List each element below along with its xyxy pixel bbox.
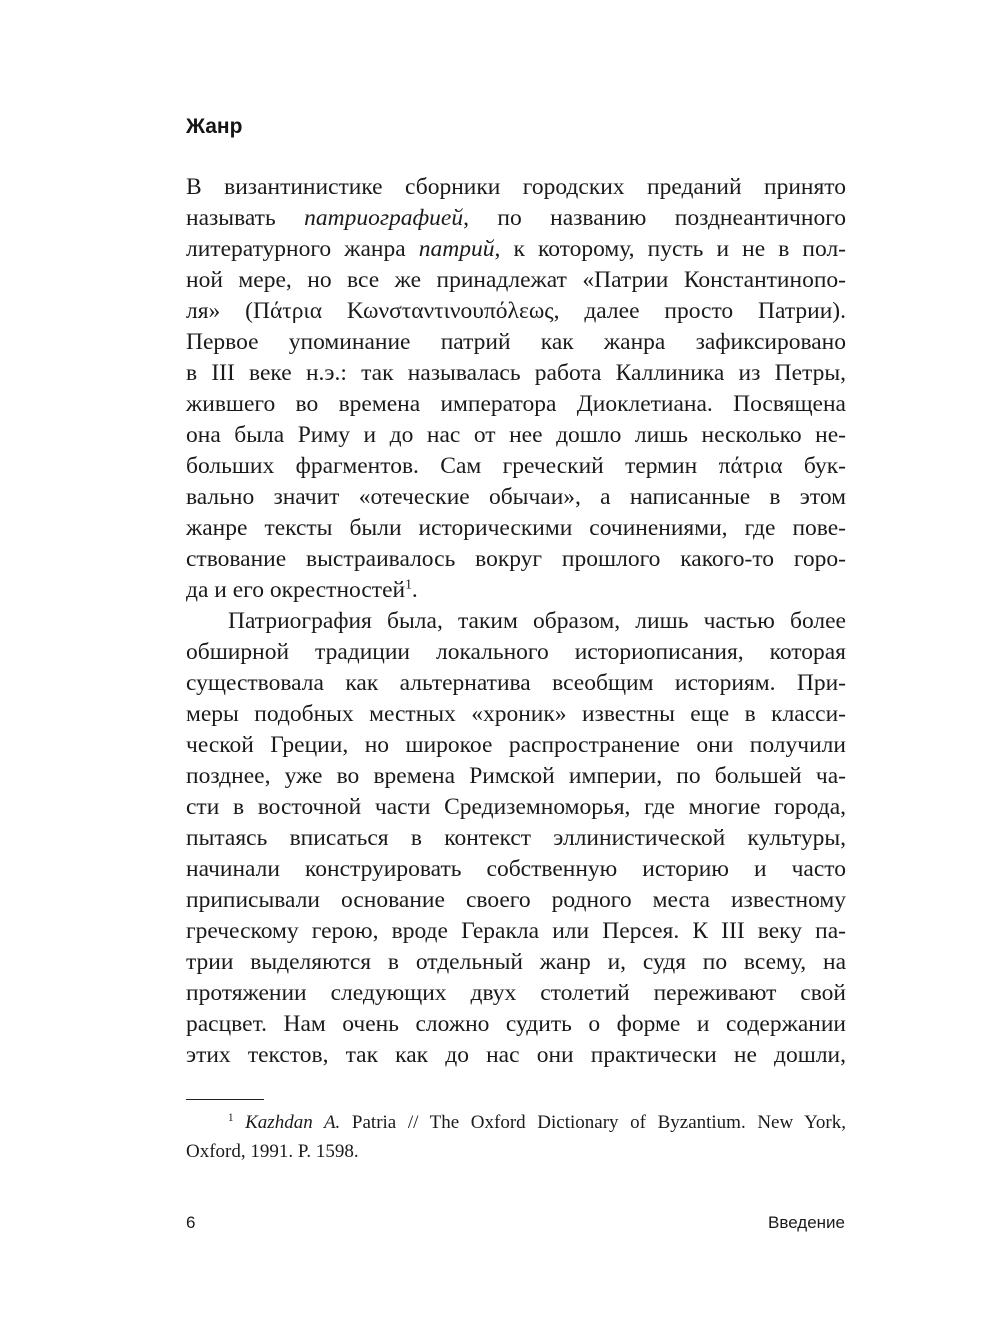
section-heading: Жанр (186, 115, 243, 138)
text-line: существовала как альтернатива всеобщим историям. При- (186, 670, 846, 696)
text-line: жившего во времена императора Диоклетиана. Посвящена (186, 391, 846, 417)
text-line: в III веке н.э.: так называлась работа Каллиника из Петры, (186, 360, 846, 386)
body-text (186, 172, 846, 1071)
footnote-line (186, 1108, 846, 1137)
text-line: В византинистике сборники городских преданий принято (186, 174, 846, 200)
text-line: греческому герою, вроде Геракла или Персея. К III веку па- (186, 918, 846, 944)
text-line: жанре тексты были историческими сочинениями, где пове- (186, 515, 846, 541)
text-line: сти в восточной части Средиземноморья, где многие города, (186, 794, 846, 820)
italic-term: патрий (418, 236, 495, 262)
text-line: этих текстов, так как до нас они практически не дошли, (186, 1042, 846, 1068)
text-fragment: , к которому, пусть и не в пол- (494, 236, 847, 262)
text-line: начинали конструировать собственную историю и часто (186, 856, 846, 882)
text-line: ческой Греции, но широкое распространение они получили (186, 732, 846, 758)
footnote-divider (186, 1099, 264, 1100)
footnote-text: Patria // The Oxford Dictionary of Byzantium. New York, (340, 1112, 846, 1133)
text-line: ля» (Πάτρια Κωνσταντινουπόλεως, далее просто Патрии). (186, 298, 846, 324)
text-line: Патриография была, таким образом, лишь частью более (228, 608, 846, 634)
running-footer-title: Введение (768, 1213, 845, 1232)
text-line (186, 234, 846, 265)
text-line: вально значит «отеческие обычаи», а написанные в этом (186, 484, 846, 510)
footnote-number: 1 (228, 1112, 234, 1125)
text-fragment: , по названию позднеантичного (463, 205, 846, 231)
text-line: приписывали основание своего родного места известному (186, 887, 846, 913)
footnote-author: Kazhdan A. (245, 1112, 341, 1133)
text-line: пытаясь вписаться в контекст эллинистической культуры, (186, 825, 846, 851)
text-line (186, 203, 846, 234)
footnote-reference[interactable]: 1 (405, 576, 412, 592)
text-line: трии выделяются в отдельный жанр и, судя по всему, на (186, 949, 846, 975)
text-fragment: да и его окрестностей (186, 577, 406, 603)
page-number: 6 (186, 1213, 196, 1232)
text-fragment: литературного жанра (186, 236, 419, 262)
text-line: позднее, уже во времена Римской империи, по большей ча- (186, 763, 846, 789)
text-line (186, 575, 846, 606)
footnote-line: Oxford, 1991. P. 1598. (186, 1141, 359, 1162)
text-line: ной мере, но все же принадлежат «Патрии Константинопо- (186, 267, 846, 293)
text-line: обширной традиции локального историописания, которая (186, 639, 846, 665)
text-fragment: . (411, 577, 418, 603)
footnote (186, 1108, 846, 1166)
text-line: ствование выстраивалось вокруг прошлого какого-то горо- (186, 546, 846, 572)
text-line: больших фрагментов. Сам греческий термин πάτρια бук- (186, 453, 846, 479)
text-line: она была Риму и до нас от нее дошло лишь несколько не- (186, 422, 846, 448)
italic-term: патриографией (304, 205, 464, 231)
text-line: протяжении следующих двух столетий переживают свой (186, 980, 846, 1006)
text-fragment: называть (186, 205, 305, 231)
text-line: Первое упоминание патрий как жанра зафиксировано (186, 329, 846, 355)
text-line: расцвет. Нам очень сложно судить о форме и содержании (186, 1011, 846, 1037)
text-line: меры подобных местных «хроник» известны еще в класси- (186, 701, 846, 727)
